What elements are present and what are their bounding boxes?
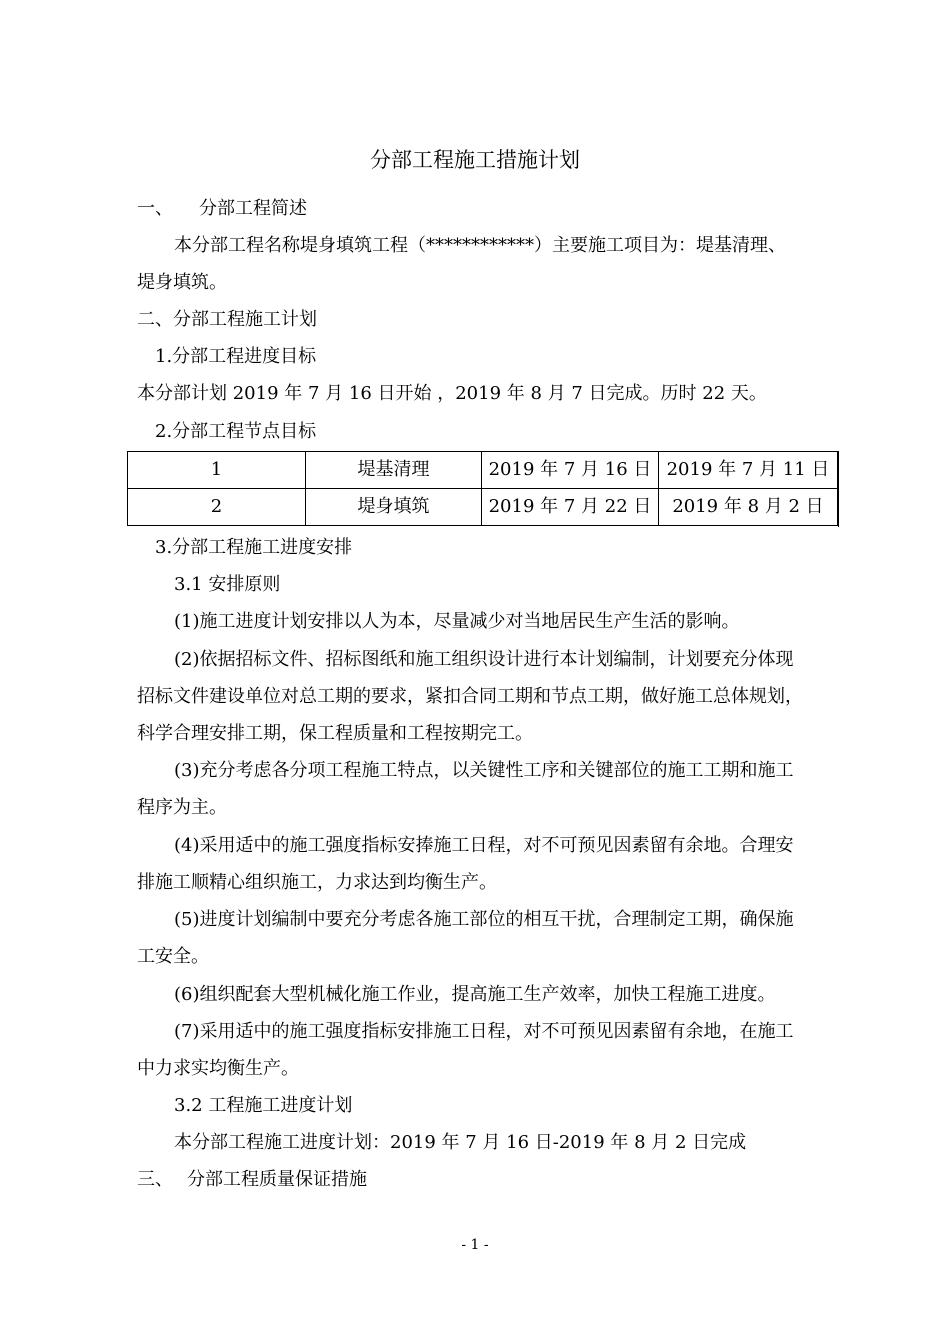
section-1-heading [137, 197, 307, 221]
progress-plan-text: 本分部工程施工进度计划：2019 年 7 月 16 日-2019 年 8 月 2 日完成 [174, 1132, 747, 1153]
section-1-number: 一、 [137, 198, 173, 219]
principle-line: (2)依据招标文件、招标图纸和施工组织设计进行本计划编制，计划要充分体现 [174, 649, 794, 670]
table-cell-start-date: 2019 年 7 月 16 日 [482, 452, 659, 489]
section-3-number: 三、 [137, 1169, 173, 1190]
page-number: - 1 - [461, 1237, 489, 1253]
table-row [128, 452, 838, 489]
section-2-heading: 二、分部工程施工计划 [137, 309, 317, 330]
section-1-title: 分部工程简述 [199, 198, 307, 219]
node-targets-table [127, 451, 838, 526]
subsection-2-2-heading: 2.分部工程节点目标 [155, 421, 317, 442]
principle-line: (3)充分考虑各分项工程施工特点，以关键性工序和关键部位的施工工期和施工 [174, 760, 794, 781]
principle-line: 中力求实均衡生产。 [137, 1058, 299, 1079]
principle-line: 工安全。 [137, 946, 209, 967]
principle-line: (4)采用适中的施工强度指标安捧施工日程，对不可预见因素留有余地。合理安 [174, 835, 794, 856]
principle-line: 招标文件建设单位对总工期的要求，紧扣合同工期和节点工期，做好施工总体规划， [137, 686, 803, 707]
table-cell-start-date: 2019 年 7 月 22 日 [482, 489, 659, 526]
section-1-paragraph-line-2: 堤身填筑。 [137, 272, 227, 293]
subsection-3-2-heading: 3.2 工程施工进度计划 [174, 1095, 353, 1116]
subsection-2-3-heading: 3.分部工程施工进度安排 [155, 537, 353, 558]
schedule-target-text: 本分部计划 2019 年 7 月 16 日开始 ，2019 年 8 月 7 日完成。历时 22 天。 [137, 383, 767, 404]
table-cell-item: 堤基清理 [306, 452, 482, 489]
table-right-double-rule [838, 451, 839, 527]
table-cell-index: 2 [128, 489, 306, 526]
section-3-title: 分部工程质量保证措施 [187, 1169, 367, 1190]
section-3-heading [137, 1168, 367, 1192]
table-cell-end-date: 2019 年 7 月 11 日 [659, 452, 838, 489]
principle-line: (1)施工进度计划安排以人为本，尽量减少对当地居民生产生活的影响。 [174, 611, 740, 632]
subsection-3-1-heading: 3.1 安排原则 [174, 574, 281, 595]
document-title: 分部工程施工措施计划 [370, 148, 580, 172]
section-1-paragraph-line-1: 本分部工程名称堤身填筑工程（************）主要施工项目为：堤基清理、 [174, 235, 786, 256]
table-cell-index: 1 [128, 452, 306, 489]
principle-line: 科学合理安排工期，保工程质量和工程按期完工。 [137, 723, 533, 744]
principle-line: (5)进度计划编制中要充分考虑各施工部位的相互干扰，合理制定工期，确保施 [174, 909, 794, 930]
subsection-2-1-heading: 1.分部工程进度目标 [155, 346, 317, 367]
principle-line: 排施工顺精心组织施工，力求达到均衡生产。 [137, 872, 497, 893]
table-row [128, 489, 838, 526]
table-cell-item: 堤身填筑 [306, 489, 482, 526]
principle-line: (7)采用适中的施工强度指标安排施工日程，对不可预见因素留有余地，在施工 [174, 1021, 794, 1042]
table-cell-end-date: 2019 年 8 月 2 日 [659, 489, 838, 526]
principle-line: (6)组织配套大型机械化施工作业，提高施工生产效率，加快工程施工进度。 [174, 984, 776, 1005]
principle-line: 程序为主。 [137, 797, 227, 818]
